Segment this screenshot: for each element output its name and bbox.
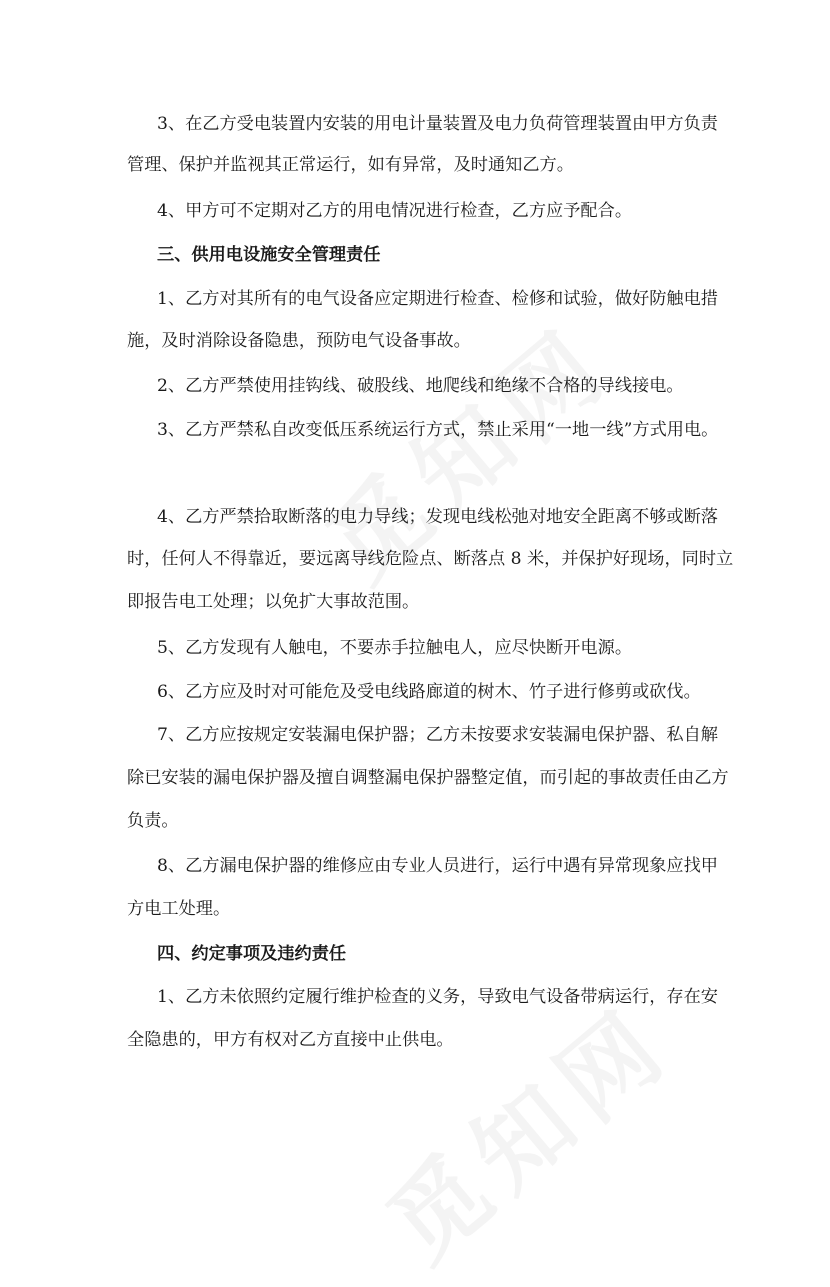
- paragraph-line: 全隐患的，甲方有权对乙方直接中止供电。: [127, 1030, 454, 1050]
- paragraph-line: 8、乙方漏电保护器的维修应由专业人员进行，运行中遇有异常现象应找甲: [157, 856, 718, 876]
- paragraph-line: 5、乙方发现有人触电，不要赤手拉触电人，应尽快断开电源。: [157, 638, 633, 658]
- paragraph-line: 方电工处理。: [127, 899, 231, 919]
- paragraph-line: 即报告电工处理；以免扩大事故范围。: [127, 592, 420, 612]
- paragraph-line: 时，任何人不得靠近，要远离导线危险点、断落点 8 米，并保护好现场，同时立: [127, 549, 734, 569]
- paragraph-line: 3、乙方严禁私自改变低压系统运行方式，禁止采用“一地一线”方式用电。: [157, 420, 719, 440]
- watermark: [355, 970, 696, 1287]
- paragraph-line: 负责。: [127, 811, 179, 831]
- paragraph-line: 3、在乙方受电装置内安装的用电计量装置及电力负荷管理装置由甲方负责: [157, 114, 718, 134]
- paragraph-line: 管理、保护并监视其正常运行，如有异常，及时通知乙方。: [127, 155, 574, 175]
- section-heading: 三、供用电设施安全管理责任: [157, 245, 381, 265]
- paragraph-line: 1、乙方未依照约定履行维护检查的义务，导致电气设备带病运行，存在安: [157, 987, 718, 1007]
- paragraph-line: 4、乙方严禁拾取断落的电力导线；发现电线松弛对地安全距离不够或断落: [157, 507, 718, 527]
- paragraph-line: 1、乙方对其所有的电气设备应定期进行检查、检修和试验，做好防触电措: [157, 289, 718, 309]
- paragraph-line: 7、乙方应按规定安装漏电保护器；乙方未按要求安装漏电保护器、私自解: [157, 725, 718, 745]
- paragraph-line: 除已安装的漏电保护器及擅自调整漏电保护器整定值，而引起的事故责任由乙方: [127, 768, 729, 788]
- paragraph-line: 6、乙方应及时对可能危及受电线路廊道的树木、竹子进行修剪或砍伐。: [157, 682, 701, 702]
- paragraph-line: 施，及时消除设备隐患，预防电气设备事故。: [127, 331, 471, 351]
- paragraph-line: 2、乙方严禁使用挂钩线、破股线、地爬线和绝缘不合格的导线接电。: [157, 376, 684, 396]
- paragraph-line: 4、甲方可不定期对乙方的用电情况进行检查，乙方应予配合。: [157, 201, 633, 221]
- section-heading: 四、约定事项及违约责任: [157, 944, 347, 964]
